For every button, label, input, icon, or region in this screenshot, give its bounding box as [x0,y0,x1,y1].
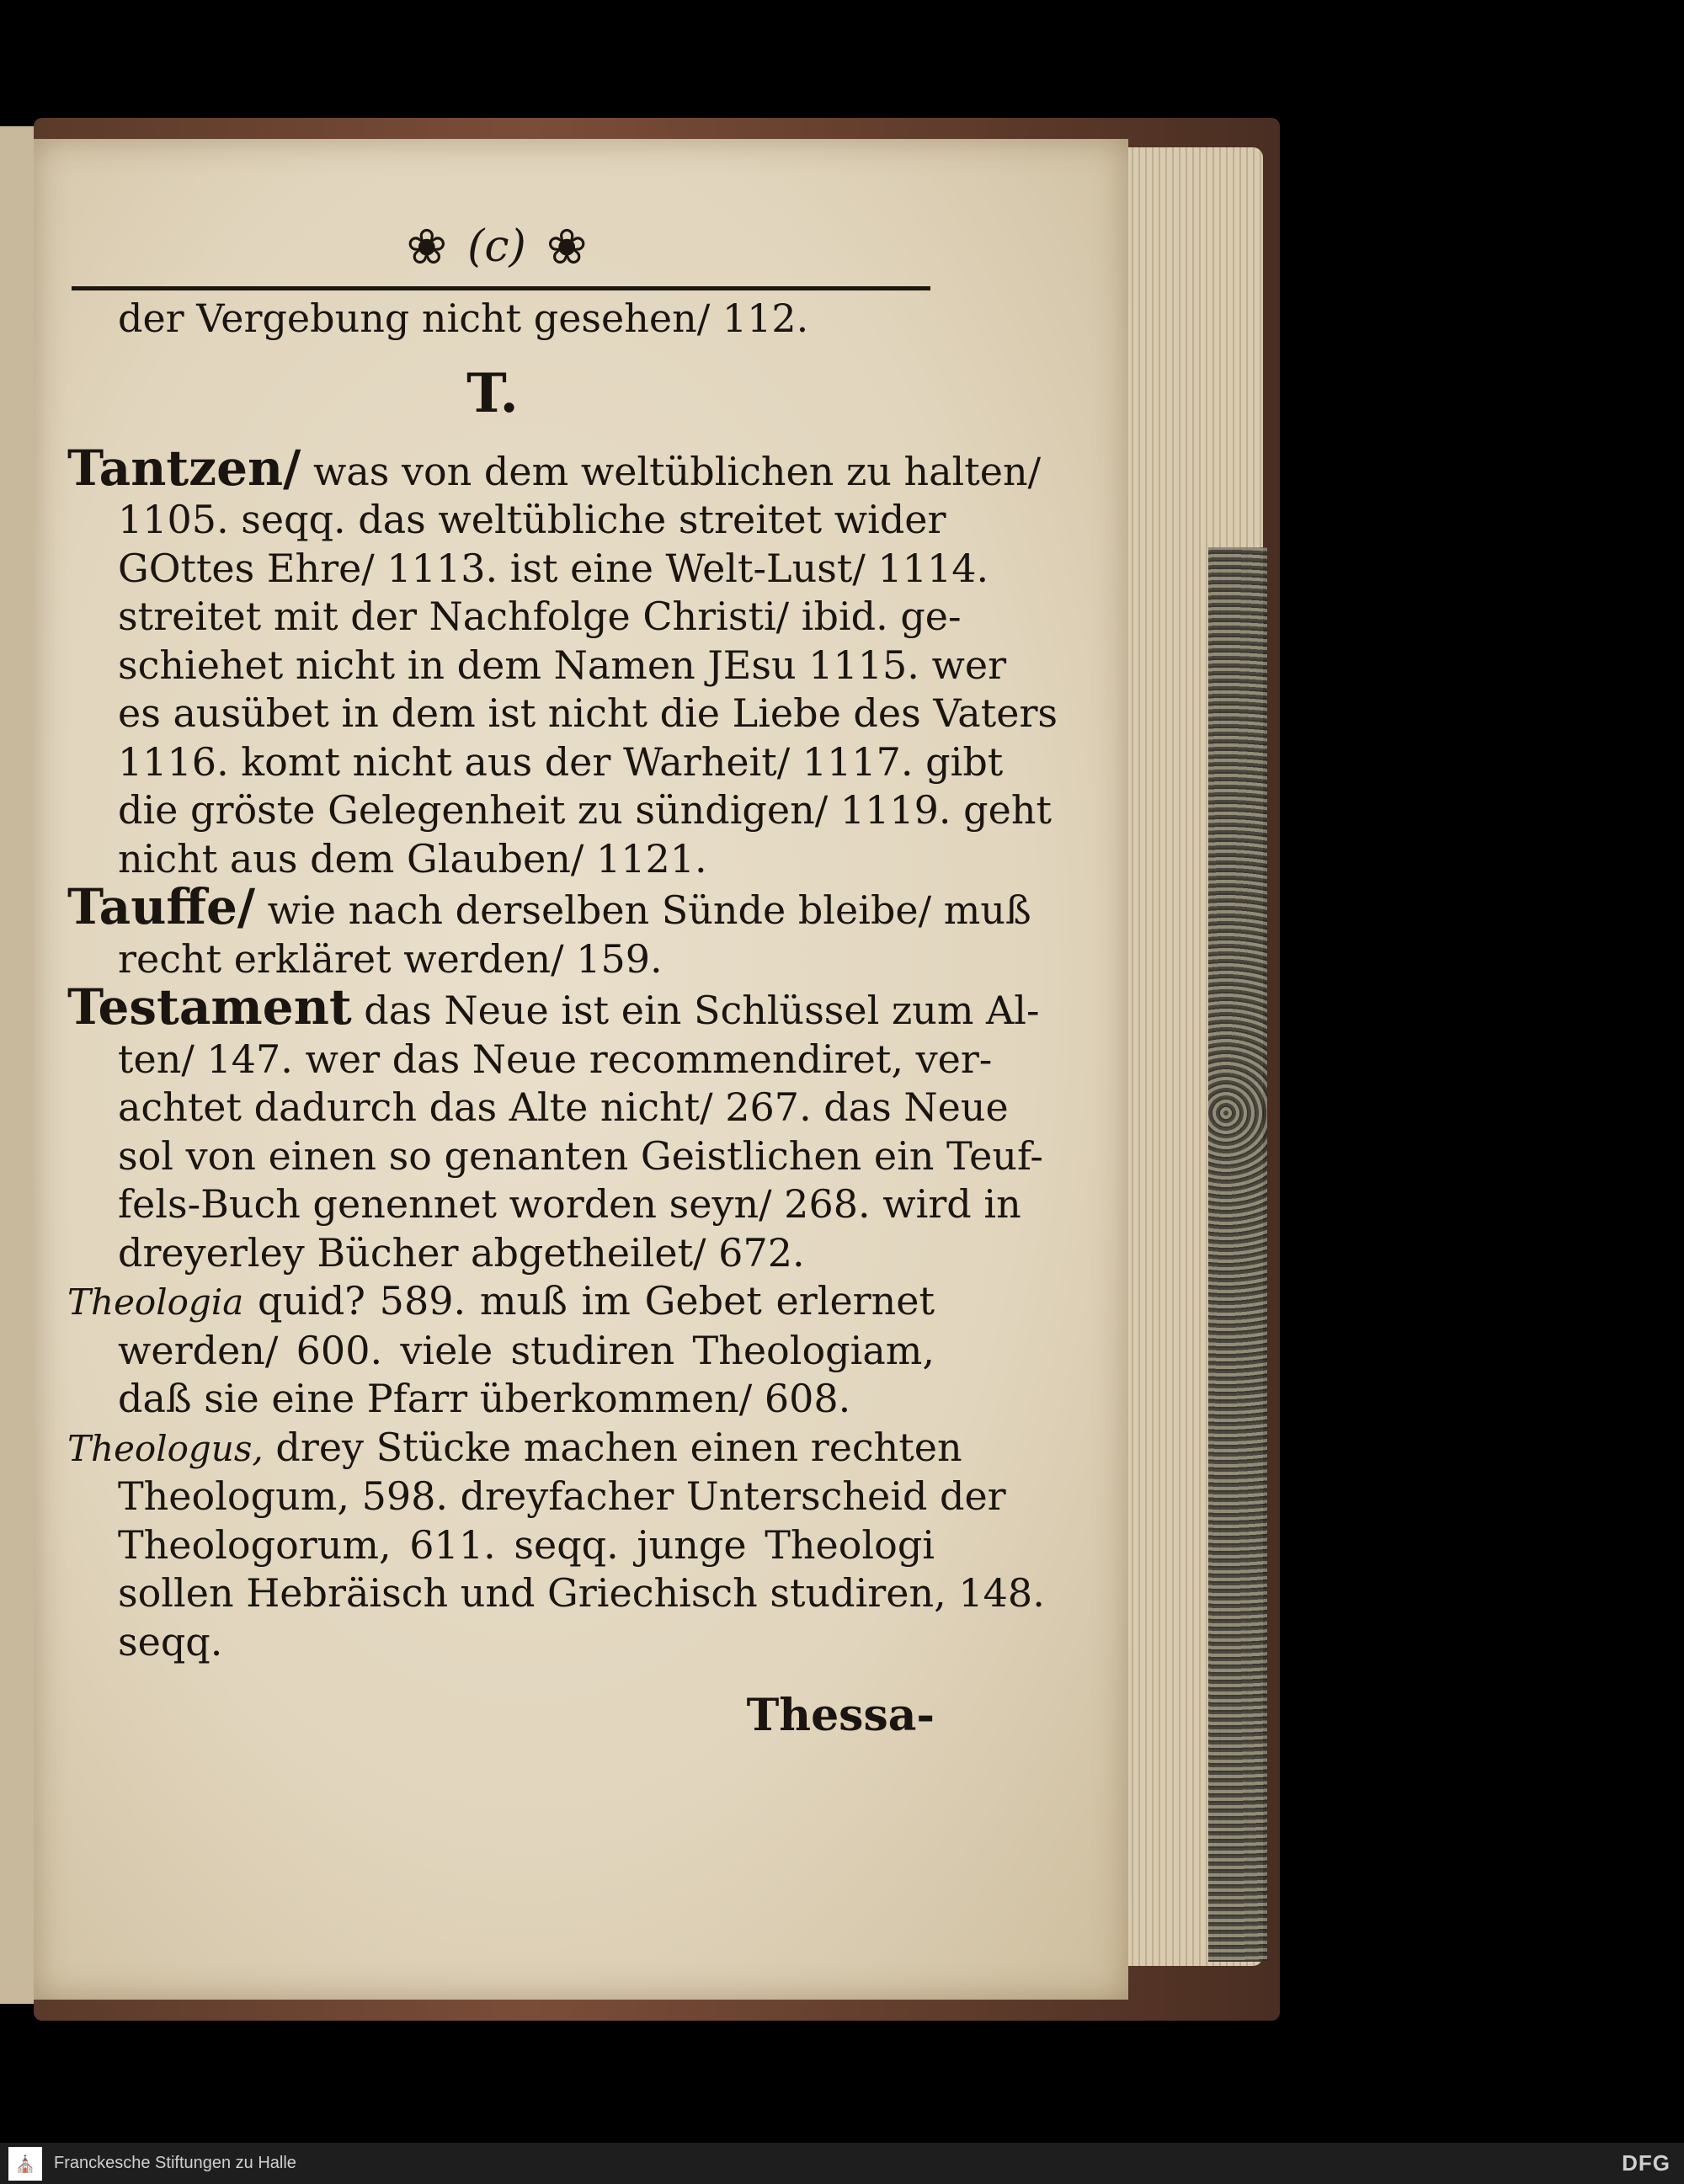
entry-line: schiehet nicht in dem Namen JEsu 1115. wer [118,642,1007,688]
institution-logo-icon: ⛪ [8,2147,42,2181]
entry-first-line [67,878,1031,935]
entry-term: Tantzen/ [67,439,301,497]
page-header-ornament [362,215,632,278]
institution-name: Franckesche Stiftungen zu Halle [54,2154,296,2172]
entry-line: sollen Hebräisch und Griechisch studiren, 148. [118,1570,1045,1616]
ornament-right-icon: ❀ [546,217,588,275]
entry-text: quid? 589. muß im Gebet erlernet [258,1278,935,1324]
entry-text: drey Stücke machen einen rechten [275,1424,962,1470]
entry-line: werden/ 600. viele studiren Theologiam, [118,1327,935,1373]
header-rule [72,286,930,290]
entry-line: fels-Buch genennet worden seyn/ 268. wird in [118,1181,1021,1227]
entry-line: recht erkläret werden/ 159. [118,935,663,982]
entry-line: seqq. [118,1618,223,1665]
entry-line: es ausübet in dem ist nicht die Liebe des Vaters [118,690,1058,736]
continued-line: der Vergebung nicht gesehen/ 112. [118,296,809,341]
index-text-block [67,295,1058,1741]
entry-line: nicht aus dem Glauben/ 1121. [118,835,707,882]
entry-line: die gröste Gelegenheit zu sündigen/ 1119. geht [118,787,1052,833]
catchword: Thessa- [746,1690,935,1741]
entry-term: Theologus, [67,1427,264,1469]
viewer-footer [0,2143,1684,2184]
entry-line: daß sie eine Pfarr überkommen/ 608. [118,1376,851,1421]
entry-line: GOttes Ehre/ 1113. ist eine Welt-Lust/ 1114. [118,545,989,591]
marbled-edge [1208,547,1267,1962]
facing-page-edge [0,126,38,2004]
entry-text: das Neue ist ein Schlüssel zum Al- [364,988,1040,1033]
entry-line: achtet dadurch das Alte nicht/ 267. das Neue [118,1084,1009,1130]
entry-first-line [67,439,1042,497]
entry-term: Testament [67,978,352,1036]
entry-line: dreyerley Bücher abgetheilet/ 672. [118,1229,805,1276]
entry-first-line [67,1277,935,1327]
ornament-left-icon: ❀ [406,217,448,275]
dfg-logo: DFG [1622,2150,1671,2176]
entry-line: Theologorum, 611. seqq. junge Theologi [118,1521,935,1568]
entry-line: streitet mit der Nachfolge Christi/ ibid. ge- [118,594,962,639]
entry-term: Tauffe/ [67,878,256,935]
entry-line: Theologum, 598. dreyfacher Unterscheid der [118,1473,1006,1519]
entry-first-line [67,978,1040,1036]
entry-line: sol von einen so genanten Geistlichen ein Teuf- [118,1132,1043,1179]
entry-text: was von dem weltüblichen zu halten/ [312,448,1042,494]
entry-term: Theologia [67,1281,244,1323]
entry-line: ten/ 147. wer das Neue recommendiret, ver- [118,1036,993,1082]
entry-first-line [67,1424,962,1473]
entry-line: 1116. komt nicht aus der Warheit/ 1117. gibt [118,738,1004,785]
entry-text: wie nach derselben Sünde bleibe/ muß [267,887,1031,933]
entry-line: 1105. seqq. das weltübliche streitet wider [118,497,946,542]
section-letter: T. [466,361,519,425]
signature-mark: (c) [467,221,526,272]
